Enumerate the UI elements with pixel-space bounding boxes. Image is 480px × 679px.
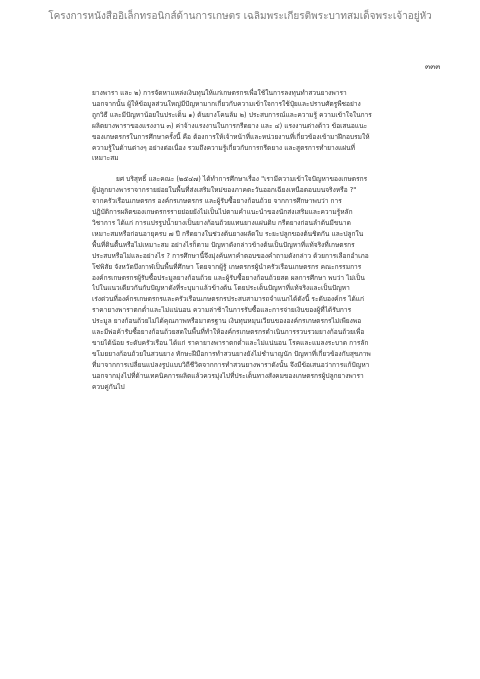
paragraph-line: นอกจากนั้น ผู้ให้ข้อมูลส่วนใหญ่มีปัญหามากเกี่ยวกับความเข้าใจการใช้ปุ๋ยและปราบศัตรูพืชอย่าง (92, 99, 361, 108)
paragraph-line: ผู้ปลูกยางพาราจากรายย่อยในพื้นที่ส่งเสริมใหม่ของภาคตะวันออกเฉียงเหนือตอนบนจริงหรือ ?" (92, 186, 357, 195)
paragraph-line: โซ่พิสัย จังหวัดบึงกาฬเป็นพื้นที่ศึกษา โดยจากผู้รู้ เกษตรกรผู้นำครัวเรือนเกษตรกร คณะกรรมการ (92, 262, 362, 271)
paragraph-line: เร่งด่วนที่องค์กรเกษตรกรและครัวเรือนเกษตรกรประสบสามารถจำแนกได้ดังนี้ ระดับองค์กร ได้แก่ (92, 295, 365, 304)
paragraph-2 (92, 174, 392, 392)
paragraph-line: ปฏิบัติการผลิตของเกษตรกรรายย่อยยังไม่เป็นไปตามคำแนะนำของนักส่งเสริมและความรู้หลัก (92, 208, 353, 217)
paragraph-1 (92, 88, 392, 164)
page-header: โครงการหนังสืออิเล็กทรอนิกส์ด้านการเกษตร เฉลิมพระเกียรติพระบาทสมเด็จพระเจ้าอยู่หัว (48, 11, 432, 22)
paragraph-line: ควบคู่กันไป (92, 382, 125, 391)
paragraph-line: ขายได้น้อย ระดับครัวเรือน ได้แก่ ราคายางพาราตกต่ำและไม่แน่นอน โรคและแมลงระบาด การลัก (92, 338, 369, 347)
body-text (92, 88, 392, 392)
paragraph-line: พื้นที่ดินตื้นหรือไม่เหมาะสม อย่างไรก็ตาม ปัญหาดังกล่าวข้างต้นเป็นปัญหาที่แท้จริงที่เกษตรกร (92, 240, 355, 249)
paragraph-line: ประมูล ยางก้อนถ้วยไม่ได้คุณภาพหรือมาตรฐาน เงินทุนหมุนเวียนขององค์กรเกษตรกรไม่เพียงพอ (92, 317, 362, 326)
paragraph-line: และมีพ่อค้ารับซื้อยางก้อนถ้วยสดในพื้นที่ทำให้องค์กรเกษตรกรดำเนินการรวบรวมยางก้อนถ้วยเพื่อ (92, 328, 365, 337)
paragraph-line: ผลิตยางพาราของแรงงาน ๓) ค่าจ้างแรงงานในการกรีดยาง และ ๔) แรงงานต่างด้าว ข้อเสนอแนะ (92, 121, 368, 130)
paragraph-line: เหมาะสมหรือก่อนอายุครบ ๗ ปี กรีดยางในช่วงต้นยางผลัดใบ ระยะปลูกของต้นชิดกัน และปลูกใน (92, 229, 364, 238)
paragraph-line: ไปในแนวเดียวกันกับปัญหาดังที่ระบุมาแล้วข้างต้น โดยประเด็นปัญหาที่แท้จริงและเป็นปัญหา (92, 284, 350, 293)
paragraph-line: ราคายางพาราตกต่ำและไม่แน่นอน ความล่าช้าในการรับซื้อและการจ่ายเงินของผู้ที่ได้รับการ (92, 306, 352, 315)
paragraph-line: นอกจากมุ่งไปที่ด้านเทคนิคการผลิตแล้วควรมุ่งไปที่ประเด็นทางสังคมของเกษตรกรผู้ปลูกยางพารา (92, 371, 364, 380)
paragraph-line: วิชาการ ได้แก่ การแปรรูปน้ำยางเป็นยางก้อนถ้วยแทนยางแผ่นดิบ กรีดยางก่อนลำต้นมีขนาด (92, 218, 351, 227)
page-number: ๓๓๓ (425, 62, 441, 71)
paragraph-gap (92, 164, 392, 174)
paragraph-line: ยางพารา และ ๒) การจัดหาแหล่งเงินทุนให้แก่เกษตรกรเพื่อใช้ในการลงทุนทำสวนยางพารา (92, 89, 347, 97)
paragraph-line: จากครัวเรือนเกษตรกร องค์กรเกษตรกร และผู้รับซื้อยางก้อนถ้วย จากการศึกษาพบว่า การ (92, 197, 342, 206)
paragraph-line: ของเกษตรกรในการศึกษาครั้งนี้ คือ ต้องการให้เจ้าหน้าที่และหน่วยงานที่เกี่ยวข้องเข้ามาฝึกอบรมให้ (92, 132, 370, 141)
paragraph-line: ยศ บริสุทธิ์ และคณะ (๒๕๔๗) ได้ทำการศึกษาเรื่อง "เรามีความเข้าใจปัญหาของเกษตรกร (116, 175, 368, 184)
paragraph-line: ประสบหรือไม่และอย่างไร ? การศึกษานี้จึงมุ่งค้นหาคำตอบของคำถามดังกล่าว ด้วยการเลือกอำเภอ (92, 251, 369, 260)
paragraph-line: เหมาะสม (92, 154, 119, 163)
paragraph-line: ขโมยยางก้อนถ้วยในสวนยาง ทักษะฝีมือการทำสวนยางยังไม่ชำนาญนัก ปัญหาที่เกี่ยวข้องกับสุขภาพ (92, 349, 371, 358)
paragraph-line: ถูกวิธี และมีปัญหาน้อยในประเด็น ๑) ต้นยางโคนล้ม ๒) ประสบการณ์และความรู้ ความเข้าใจในการ (92, 110, 372, 119)
paragraph-line: ความรู้ในด้านต่างๆ อย่างต่อเนื่อง รวมถึงความรู้เกี่ยวกับการกรีดยาง และสูตรการทำยางแผ่นที่ (92, 143, 355, 152)
paragraph-line: องค์กรเกษตรกรผู้รับซื้อประมูลยางก้อนถ้วย และผู้รับซื้อยางก้อนถ้วยสด ผลการศึกษา พบว่า ไม่เป็น (92, 273, 365, 282)
paragraph-line: ที่มาจากการเปลี่ยนแปลงรูปแบบวิถีชีวิตจากการทำสวนยางพาราดังนั้น จึงมีข้อเสนอว่าการแก้ปัญหา (92, 360, 370, 369)
